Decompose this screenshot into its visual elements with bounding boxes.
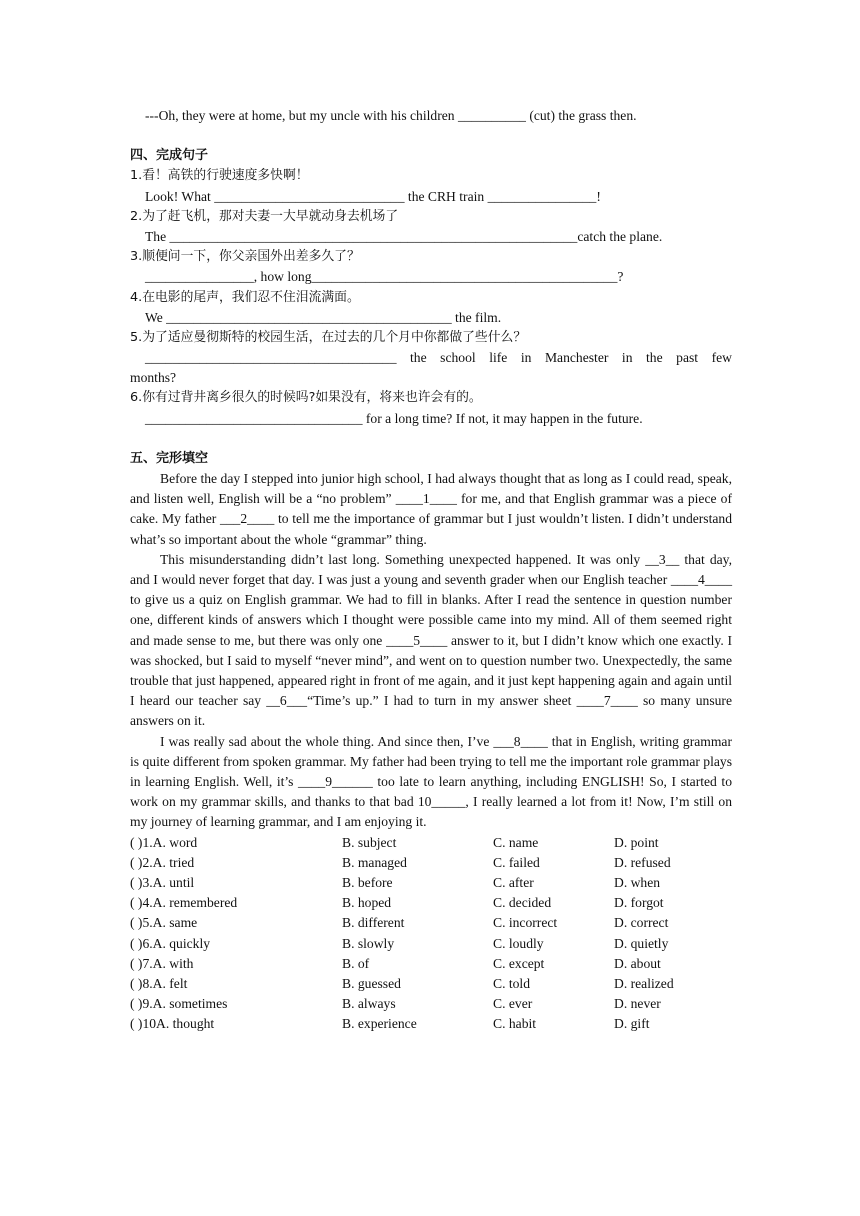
option-a: ( )4.A. remembered <box>130 895 238 911</box>
option-d: D. point <box>614 834 659 850</box>
option-row <box>130 974 732 994</box>
option-d: D. gift <box>614 1016 650 1032</box>
option-d: D. never <box>614 996 661 1012</box>
option-d: D. about <box>614 955 661 971</box>
q6-english: ________________________________ for a long time? If not, it may happen in the future. <box>145 410 643 426</box>
option-c: C. after <box>493 875 534 891</box>
option-a: ( )10A. thought <box>130 1016 215 1032</box>
cloze-paragraph-1: Before the day I stepped into junior high school, I had always thought that as long as I could read, speak, and listen well, English will be a “no problem” ____1____ for me, and that English grammar was a piece of cake. My father ___2____ to tell me the importance of grammar but I just wouldn’t listen. I didn’t understand what’s so important about the whole “grammar” thing. <box>130 471 732 547</box>
option-c: C. ever <box>493 996 533 1012</box>
option-a: ( )8.A. felt <box>130 975 188 991</box>
option-a: ( )6.A. quickly <box>130 935 211 951</box>
cloze-paragraph-3: I was really sad about the whole thing. And since then, I’ve ___8____ that in English, writing grammar is quite different from spoken grammar. My father had been trying to tell me the important role grammar plays in learning English. Well, it’s ____9______ too late to learn anything, including ENGLISH! So, I started to work on my grammar skills, and thanks to that bad 10_____, I really learned a lot from it! Now, I’m still on my journey of learning grammar, and I am enjoying it. <box>130 733 732 830</box>
option-d: D. forgot <box>614 895 664 911</box>
option-row <box>130 873 732 893</box>
option-row <box>130 954 732 974</box>
option-a: ( )5.A. same <box>130 915 198 931</box>
q5-chinese: 5.为了适应曼彻斯特的校园生活，在过去的几个月中你都做了些什么？ <box>130 329 527 345</box>
option-c: C. habit <box>493 1016 537 1032</box>
option-a: ( )1.A. word <box>130 834 198 850</box>
option-b: B. different <box>342 915 405 931</box>
option-row <box>130 934 732 954</box>
option-row <box>130 913 732 933</box>
option-c: C. decided <box>493 895 552 911</box>
option-b: B. of <box>342 955 370 971</box>
option-b: B. slowly <box>342 935 395 951</box>
option-d: D. refused <box>614 854 671 870</box>
option-c: C. incorrect <box>493 915 558 931</box>
q2-chinese: 2.为了赶飞机，那对夫妻一大早就动身去机场了 <box>130 208 399 224</box>
q5-english: _____________________________________ the school life in Manchester in the past few <box>145 350 732 366</box>
option-a: ( )3.A. until <box>130 875 195 891</box>
option-d: D. when <box>614 875 661 891</box>
q5-english-cont: months? <box>130 370 177 386</box>
option-b: B. experience <box>342 1016 417 1032</box>
cloze-paragraph-2: This misunderstanding didn’t last long. Something unexpected happened. It was only __3__ that day, and I would never forget that day. I was just a young and seventh grader when our English teacher ____4____ to give us a quiz on English grammar. We had to fill in blanks. After I read the sentence in question number one, different kinds of answers which I thought were possible came into my mind. All of them seemed right and made sense to me, but there was only one ____5____ answer to it, but I didn’t know which one exactly. I was shocked, but I said to myself “never mind”, and went on to question number two. Unexpectedly, the same trouble that just happened, appeared right in front of me again, and it just kept happening again and again until I heard our teacher say __6___“Time’s up.” I had to turn in my answer sheet ____7____ so many unsure answers on it. <box>130 551 732 729</box>
option-b: B. subject <box>342 834 397 850</box>
option-b: B. managed <box>342 854 407 870</box>
q3-english: ________________, how long_____________________________________________? <box>145 269 624 285</box>
option-d: D. realized <box>614 975 674 991</box>
option-c: C. told <box>493 975 531 991</box>
option-a: ( )7.A. with <box>130 955 194 971</box>
option-b: B. always <box>342 996 396 1012</box>
q4-chinese: 4.在电影的尾声，我们忍不住泪流满面。 <box>130 289 360 305</box>
option-a: ( )9.A. sometimes <box>130 996 228 1012</box>
q4-english: We __________________________________________ the film. <box>145 309 502 325</box>
worksheet-page <box>130 106 732 1035</box>
spacer <box>130 429 732 449</box>
spacer <box>130 126 732 146</box>
option-c: C. name <box>493 834 539 850</box>
option-row <box>130 994 732 1014</box>
q2-english: The ____________________________________________________________catch the plane. <box>145 228 663 244</box>
option-row <box>130 853 732 873</box>
option-row <box>130 893 732 913</box>
option-b: B. hoped <box>342 895 392 911</box>
option-c: C. failed <box>493 854 540 870</box>
option-b: B. before <box>342 875 393 891</box>
option-d: D. correct <box>614 915 669 931</box>
option-b: B. guessed <box>342 975 401 991</box>
section4-heading: 四、完成句子 <box>130 148 209 164</box>
q6-chinese: 6.你有过背井离乡很久的时候吗?如果没有，将来也许会有的。 <box>130 390 482 406</box>
option-a: ( )2.A. tried <box>130 854 195 870</box>
q1-chinese: 1.看！高铁的行驶速度多快啊！ <box>130 168 309 184</box>
option-row <box>130 833 732 853</box>
options-list <box>130 833 732 1035</box>
section5-heading: 五、完形填空 <box>130 450 209 466</box>
dialogue-answer-line: ---Oh, they were at home, but my uncle with his children __________ (cut) the grass then. <box>145 108 637 123</box>
option-row <box>130 1014 732 1034</box>
option-d: D. quietly <box>614 935 669 951</box>
option-c: C. loudly <box>493 935 544 951</box>
q3-chinese: 3.顺便问一下，你父亲国外出差多久了？ <box>130 249 360 265</box>
q1-english: Look! What ____________________________ the CRH train ________________! <box>145 188 601 204</box>
option-c: C. except <box>493 955 545 971</box>
